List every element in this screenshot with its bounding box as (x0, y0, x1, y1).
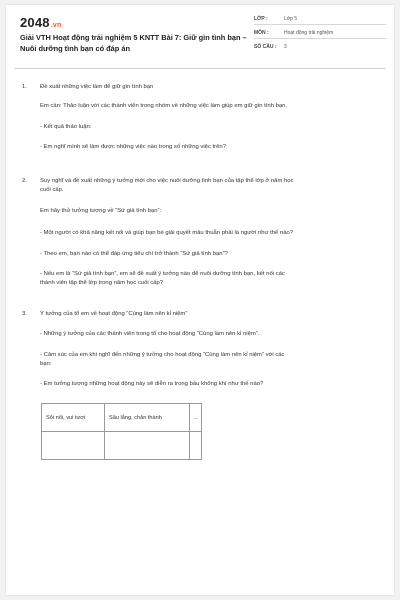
document-header (6, 5, 394, 65)
question-3-line-1: - Những ý tưởng của các thành viên trong tổ cho hoạt động “Cùng làm nên kỉ niệm”. (40, 331, 260, 337)
question-1-line-2: - Kết quả thảo luận: (40, 124, 92, 130)
site-logo[interactable] (20, 15, 61, 30)
question-2-line-2: - Một người có khả năng kết nối và giúp bạn bè giải quyết mâu thuẫn phải là người như thế nào? (40, 230, 294, 236)
question-3-line-3: bạn: (40, 361, 52, 367)
table-row (42, 432, 202, 460)
question-2-line-4: - Nếu em là “Sứ giả tình bạn”, em sẽ đề xuất ý tưởng nào để nuôi dưỡng tình bạn, kết nối các (40, 271, 285, 277)
table-cell: Sâu lắng, chân thành (105, 404, 190, 432)
question-2-prompt-line-1: Suy nghĩ và đề xuất những ý tưởng mới cho việc nuôi dưỡng tình bạn của tập thể lớp ở năm học (40, 178, 294, 184)
question-3-line-2: - Cảm xúc của em khi nghĩ đến những ý tưởng cho hoạt động “Cùng làm nên kỉ niệm” với các (40, 352, 285, 358)
question-2-prompt-line-2: cuối cấp. (40, 187, 64, 193)
question-1-line-1: Em cần: Thảo luận với các thành viên trong nhóm về những việc làm giúp em giữ gìn tình bạn. (40, 103, 288, 109)
question-2-line-1: Em hãy thử tưởng tượng về “Sứ giả tình bạn”: (40, 208, 162, 214)
question-1-prompt: Đề xuất những việc làm để giữ gìn tình bạn (40, 84, 154, 90)
meta-count-value: 3 (284, 44, 287, 50)
table-cell (42, 432, 105, 460)
question-1-number: 1. (22, 84, 27, 90)
meta-count-label: SỐ CÂU : (254, 44, 277, 50)
logo-text: 2048 (20, 15, 50, 30)
document-meta (254, 13, 386, 54)
question-3-line-4: - Em tưởng tượng những hoạt động này sẽ diễn ra trong bầu không khí như thế nào? (40, 381, 264, 387)
logo-suffix: .vn (50, 22, 62, 29)
meta-subject-value: Hoạt động trải nghiệm (284, 30, 334, 36)
question-2-number: 2. (22, 178, 27, 184)
question-2-line-3: - Theo em, bạn nào có thể đáp ứng tiêu chí trở thành “Sứ giả tình bạn”? (40, 251, 228, 257)
meta-class-value: Lớp 5 (284, 16, 298, 22)
meta-count-row (254, 41, 386, 52)
question-2-line-5: thành viên tập thể lớp trong năm học cuối cấp? (40, 280, 164, 286)
meta-class-row (254, 13, 386, 25)
table-cell (105, 432, 190, 460)
table-cell (190, 432, 202, 460)
meta-class-label: LỚP : (254, 16, 268, 22)
table-row (42, 404, 202, 432)
document-title: Giải VTH Hoạt động trải nghiệm 5 KNTT Bài 7: Giữ gìn tình bạn – Nuôi dưỡng tình bạn có đáp án (20, 33, 247, 53)
atmosphere-table (41, 403, 202, 460)
document-page (6, 5, 394, 595)
question-3-prompt: Ý tưởng của tổ em về hoạt động “Cùng làm nên kỉ niệm” (40, 311, 188, 317)
table-cell: ... (190, 404, 202, 432)
question-3-number: 3. (22, 311, 27, 317)
question-1-line-3: - Em nghĩ mình sẽ làm được những việc nào trong số những việc trên? (40, 144, 226, 150)
meta-subject-row (254, 27, 386, 39)
header-divider (14, 68, 386, 69)
table-cell: Sôi nổi, vui tươi (42, 404, 105, 432)
meta-subject-label: MÔN : (254, 30, 269, 36)
